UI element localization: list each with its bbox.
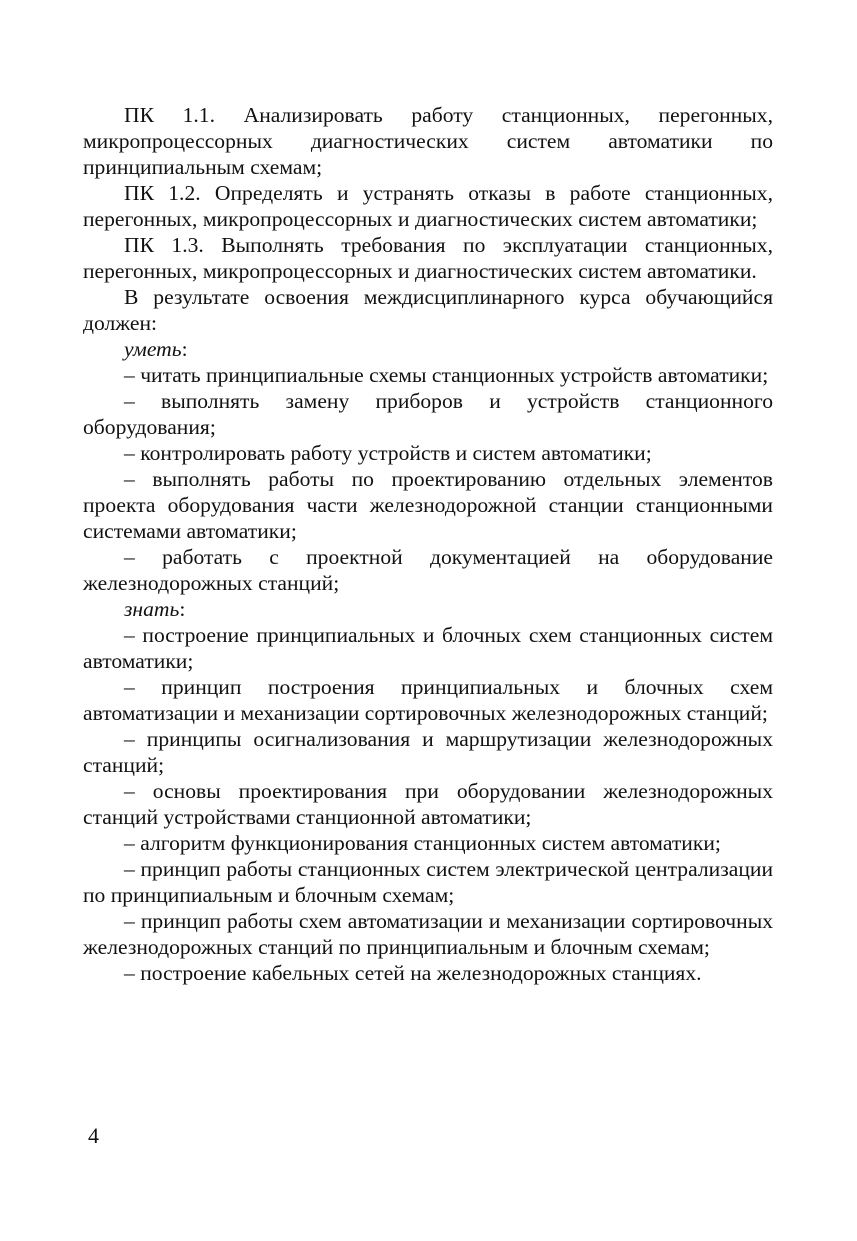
knowledge-item: – принцип работы станционных систем электрической централизации по принципиальным и блочным схемам;	[83, 857, 773, 907]
knowledge-label: знать	[124, 597, 180, 621]
skills-heading	[83, 336, 773, 362]
competency-pk-1-3: ПК 1.3. Выполнять требования по эксплуатации станционных, перегонных, микропроцессорных и диагностических систем автоматики.	[83, 233, 773, 283]
skill-item: – работать с проектной документацией на оборудование железнодорожных станций;	[83, 545, 773, 595]
knowledge-item: – алгоритм функционирования станционных систем автоматики;	[124, 831, 721, 855]
skill-item: – контролировать работу устройств и систем автоматики;	[124, 441, 652, 465]
knowledge-item: – принципы осигнализования и маршрутизации железнодорожных станций;	[83, 727, 773, 777]
page-number: 4	[88, 1123, 99, 1148]
skill-item: – выполнять работы по проектированию отдельных элементов проекта оборудования части железнодорожной станции станционными системами автоматики;	[83, 467, 773, 543]
knowledge-item: – основы проектирования при оборудовании железнодорожных станций устройствами станционной автоматики;	[83, 779, 773, 829]
skills-label: уметь	[124, 337, 182, 361]
skill-item: – читать принципиальные схемы станционных устройств автоматики;	[124, 363, 769, 387]
skill-item: – выполнять замену приборов и устройств станционного оборудования;	[83, 389, 773, 439]
body-text	[83, 102, 773, 986]
knowledge-item: – принцип работы схем автоматизации и механизации сортировочных железнодорожных станций по принципиальным и блочным схемам;	[83, 909, 773, 959]
competency-pk-1-2: ПК 1.2. Определять и устранять отказы в работе станционных, перегонных, микропроцессорных и диагностических систем автоматики;	[83, 181, 773, 231]
knowledge-colon: :	[179, 597, 186, 621]
knowledge-item: – построение принципиальных и блочных схем станционных систем автоматики;	[83, 623, 773, 673]
knowledge-item: – построение кабельных сетей на железнодорожных станциях.	[124, 961, 702, 985]
knowledge-heading	[83, 596, 773, 622]
intro-paragraph: В результате освоения междисциплинарного курса обучающийся должен:	[83, 285, 773, 335]
competency-pk-1-1: ПК 1.1. Анализировать работу станционных, перегонных, микропроцессорных диагностических систем автоматики по принципиальным схемам;	[83, 103, 773, 179]
knowledge-item: – принцип построения принципиальных и блочных схем автоматизации и механизации сортировочных железнодорожных станций;	[83, 675, 773, 725]
skills-colon: :	[181, 337, 188, 361]
